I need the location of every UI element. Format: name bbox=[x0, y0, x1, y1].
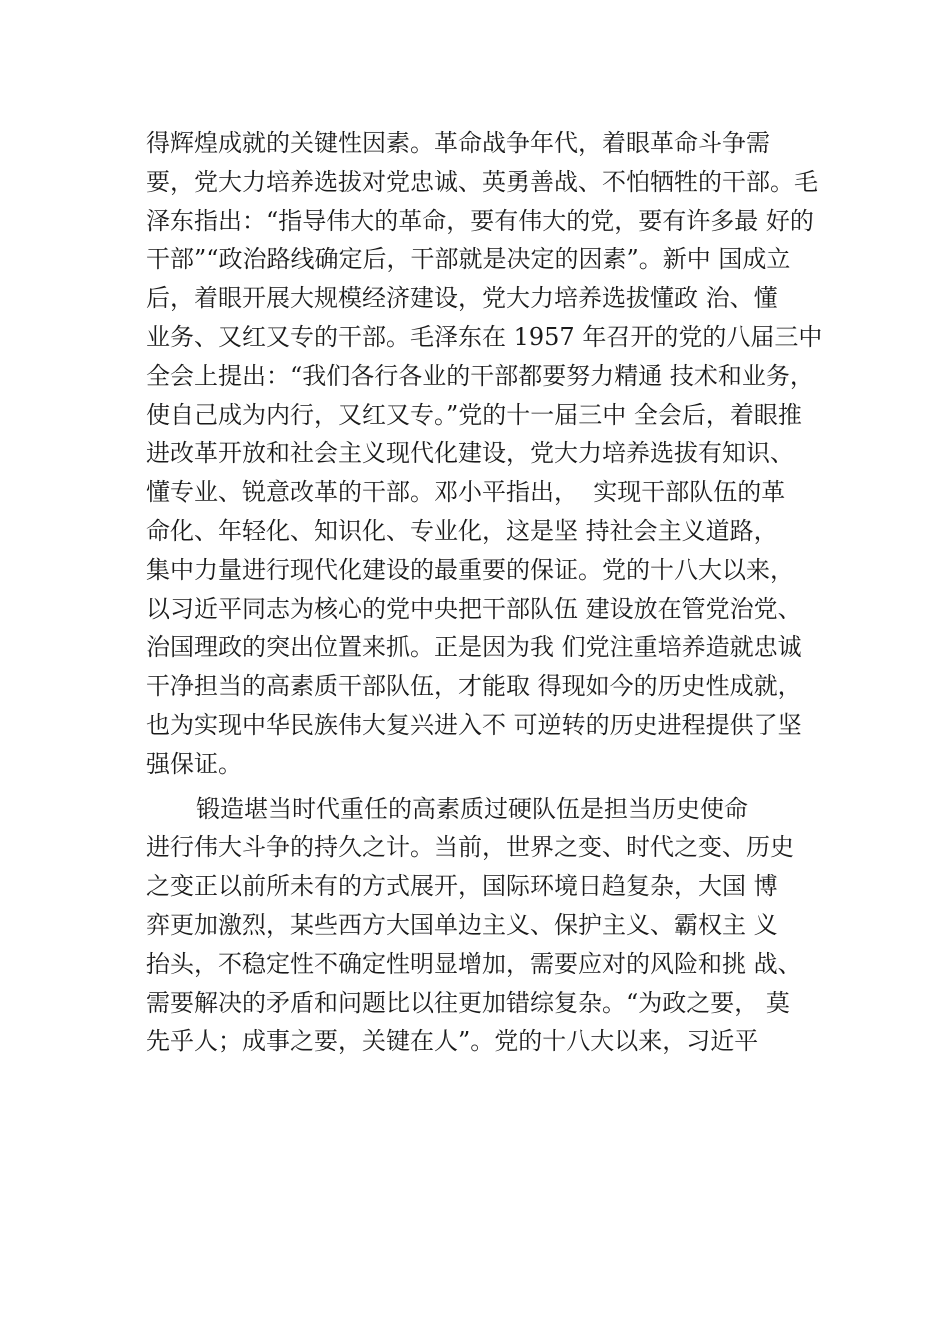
text-line: 进行伟大斗争的持久之计。当前，世界之变、时代之变、历史 bbox=[146, 833, 794, 862]
text-line: 业务、又红又专的干部。毛泽东在 1957 年召开的党的八届三中 bbox=[146, 322, 823, 351]
text-line: 以习近平同志为核心的党中央把干部队伍 建设放在管党治党、 bbox=[146, 594, 802, 623]
text-line: 弈更加激烈，某些西方大国单边主义、保护主义、霸权主 义 bbox=[146, 910, 778, 939]
text-line: 进改革开放和社会主义现代化建设，党大力培养选拔有知识、 bbox=[146, 439, 794, 468]
text-line: 之变正以前所未有的方式展开，国际环境日趋复杂，大国 博 bbox=[146, 872, 778, 901]
text-line: 抬头，不稳定性不确定性明显增加，需要应对的风险和挑 战、 bbox=[146, 949, 802, 978]
text-line: 使自己成为内行，又红又专。”党的十一届三中 全会后，着眼推 bbox=[146, 400, 802, 429]
text-line: 集中力量进行现代化建设的最重要的保证。党的十八大以来， bbox=[146, 555, 794, 584]
text-line: 治国理政的突出位置来抓。正是因为我 们党注重培养造就忠诚 bbox=[146, 633, 802, 662]
text-line: 锻造堪当时代重任的高素质过硬队伍是担当历史使命 bbox=[196, 794, 748, 823]
text-line: 要，党大力培养选拔对党忠诚、英勇善战、不怕牺牲的干部。毛 bbox=[146, 167, 818, 196]
text-line: 强保证。 bbox=[146, 749, 242, 778]
text-line: 得辉煌成就的关键性因素。革命战争年代，着眼革命斗争需 bbox=[146, 129, 770, 157]
text-line: 懂专业、锐意改革的干部。邓小平指出， 实现干部队伍的革 bbox=[146, 478, 786, 507]
text-line: 后，着眼开展大规模经济建设，党大力培养选拔懂政 治、懂 bbox=[146, 284, 778, 313]
text-line: 全会上提出：“我们各行各业的干部都要努力精通 技术和业务， bbox=[146, 361, 814, 390]
text-line: 命化、年轻化、知识化、专业化，这是坚 持社会主义道路， bbox=[146, 516, 778, 545]
paragraph-2 bbox=[146, 790, 846, 1062]
text-line: 干净担当的高素质干部队伍，才能取 得现如今的历史性成就， bbox=[146, 672, 802, 701]
text-line: 需要解决的矛盾和问题比以往更加错综复杂。“为政之要， 莫 bbox=[146, 988, 790, 1017]
text-line: 先乎人；成事之要，关键在人”。党的十八大以来，习近平 bbox=[146, 1027, 759, 1056]
text-line: 干部”“政治路线确定后，干部就是决定的因素”。新中 国成立 bbox=[146, 245, 791, 274]
text-line: 也为实现中华民族伟大复兴进入不 可逆转的历史进程提供了坚 bbox=[146, 710, 802, 739]
body-text bbox=[146, 124, 846, 1061]
text-line: 泽东指出：“指导伟大的革命，要有伟大的党，要有许多最 好的 bbox=[146, 206, 814, 235]
paragraph-1 bbox=[146, 124, 846, 784]
